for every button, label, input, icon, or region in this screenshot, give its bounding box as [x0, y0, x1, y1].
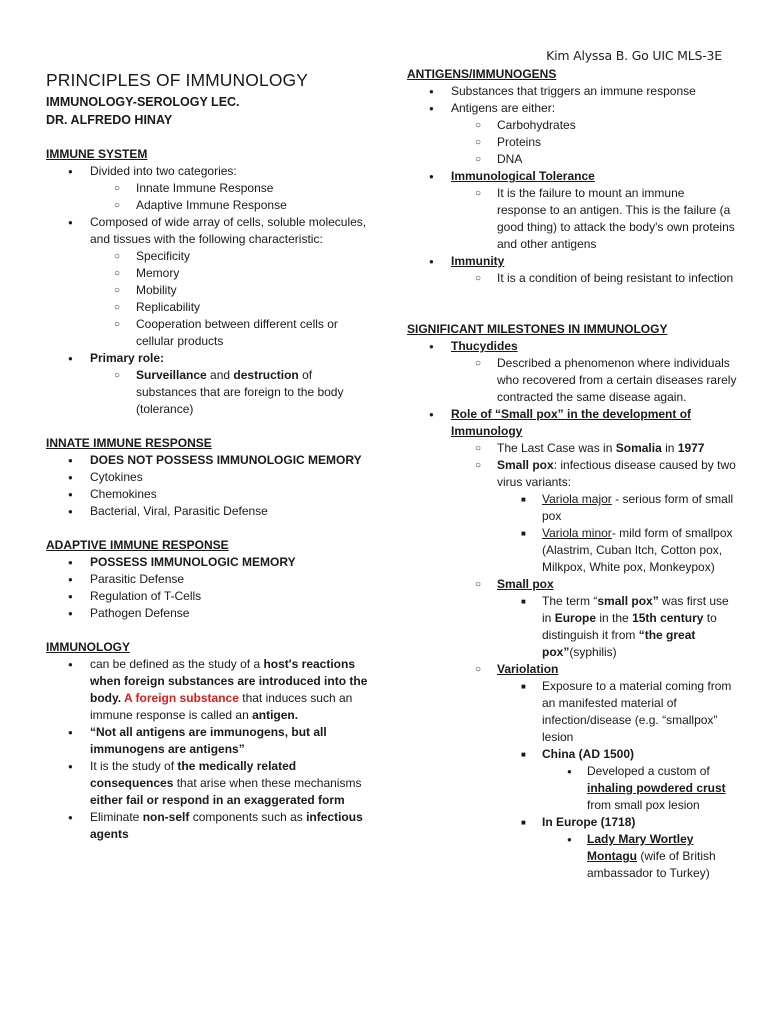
list-item: ○ Innate Immune Response	[46, 180, 376, 197]
list-item: ● can be defined as the study of a host's reactions when foreign substances are introduced into the body. A foreign substance that induces such an immune response is called an antigen.	[46, 656, 376, 724]
milestones-heading: SIGNIFICANT MILESTONES IN IMMUNOLOGY	[407, 322, 668, 336]
list-item: ● Cytokines	[46, 469, 376, 486]
list-item: ● Divided into two categories:	[46, 163, 376, 180]
list-item: ● Role of “Small pox” in the development of Immunology	[407, 406, 737, 440]
list-item: ● Immunological Tolerance	[407, 168, 737, 185]
list-item: ● Thucydides	[407, 338, 737, 355]
list-item: ○ It is a condition of being resistant to infection	[407, 270, 737, 287]
list-item: ○ DNA	[407, 151, 737, 168]
instructor-subtitle: DR. ALFREDO HINAY	[46, 113, 173, 127]
list-item: ■ China (AD 1500)	[407, 746, 737, 763]
list-item: ● Pathogen Defense	[46, 605, 376, 622]
list-item: ● Substances that triggers an immune response	[407, 83, 737, 100]
list-item: ● DOES NOT POSSESS IMMUNOLOGIC MEMORY	[46, 452, 376, 469]
page-title: PRINCIPLES OF IMMUNOLOGY	[46, 70, 309, 90]
list-item: ● It is the study of the medically related consequences that arise when these mechanisms either fail or respond in an exaggerated form	[46, 758, 376, 809]
list-item: ○ Described a phenomenon where individuals who recovered from a certain diseases rarely contracted the same disease again.	[407, 355, 737, 406]
list-item: ● Composed of wide array of cells, soluble molecules, and tissues with the following characteristic:	[46, 214, 376, 248]
list-item: ● “Not all antigens are immunogens, but all immunogens are antigens”	[46, 724, 376, 758]
list-item: ● Chemokines	[46, 486, 376, 503]
list-item: ○ Surveillance and destruction of substances that are foreign to the body (tolerance)	[46, 367, 376, 418]
list-item: ● Lady Mary Wortley Montagu (wife of British ambassador to Turkey)	[407, 831, 737, 882]
right-column	[407, 66, 737, 882]
list-item: ○ Specificity	[46, 248, 376, 265]
list-item: ○ Replicability	[46, 299, 376, 316]
list-item: ○ Memory	[46, 265, 376, 282]
list-item: ● Immunity	[407, 253, 737, 270]
adaptive-response-list	[46, 554, 376, 622]
antigens-list	[407, 83, 737, 287]
left-column	[46, 66, 376, 843]
immunology-list	[46, 656, 376, 843]
list-item: ● Developed a custom of inhaling powdered crust from small pox lesion	[407, 763, 737, 814]
list-item: ○ Adaptive Immune Response	[46, 197, 376, 214]
list-item: ● Regulation of T-Cells	[46, 588, 376, 605]
list-item: ■ The term “small pox” was first use in Europe in the 15th century to distinguish it from “the great pox”(syphilis)	[407, 593, 737, 661]
list-item: ■ Variola minor- mild form of smallpox (Alastrim, Cuban Itch, Cotton pox, Milkpox, White pox, Monkeypox)	[407, 525, 737, 576]
list-item: ○ Proteins	[407, 134, 737, 151]
list-item: ○ It is the failure to mount an immune response to an antigen. This is the failure (a good thing) to attack the body's own proteins and other antigens	[407, 185, 737, 253]
list-item: ○ The Last Case was in Somalia in 1977	[407, 440, 737, 457]
immune-system-heading: IMMUNE SYSTEM	[46, 147, 148, 161]
list-item: ○ Small pox	[407, 576, 737, 593]
list-item: ● POSSESS IMMUNOLOGIC MEMORY	[46, 554, 376, 571]
immune-system-list	[46, 163, 376, 418]
list-item: ● Bacterial, Viral, Parasitic Defense	[46, 503, 376, 520]
list-item: ○ Cooperation between different cells or cellular products	[46, 316, 376, 350]
list-item: ● Primary role:	[46, 350, 376, 367]
immunology-heading: IMMUNOLOGY	[46, 640, 130, 654]
adaptive-response-heading: ADAPTIVE IMMUNE RESPONSE	[46, 538, 229, 552]
course-subtitle: IMMUNOLOGY-SEROLOGY LEC.	[46, 95, 240, 109]
list-item: ■ Exposure to a material coming from an manifested material of infection/disease (e.g. “smallpox” lesion	[407, 678, 737, 746]
antigens-heading: ANTIGENS/IMMUNOGENS	[407, 67, 557, 81]
list-item: ○ Carbohydrates	[407, 117, 737, 134]
list-item: ● Eliminate non-self components such as infectious agents	[46, 809, 376, 843]
milestones-list	[407, 338, 737, 882]
innate-response-list	[46, 452, 376, 520]
innate-response-heading: INNATE IMMUNE RESPONSE	[46, 436, 212, 450]
list-item: ○ Mobility	[46, 282, 376, 299]
list-item: ● Antigens are either:	[407, 100, 737, 117]
list-item: ● Parasitic Defense	[46, 571, 376, 588]
list-item: ■ Variola major - serious form of small pox	[407, 491, 737, 525]
list-item: ○ Small pox: infectious disease caused by two virus variants:	[407, 457, 737, 491]
list-item: ○ Variolation	[407, 661, 737, 678]
author-header: Kim Alyssa B. Go UIC MLS-3E	[546, 48, 722, 63]
list-item: ■ In Europe (1718)	[407, 814, 737, 831]
